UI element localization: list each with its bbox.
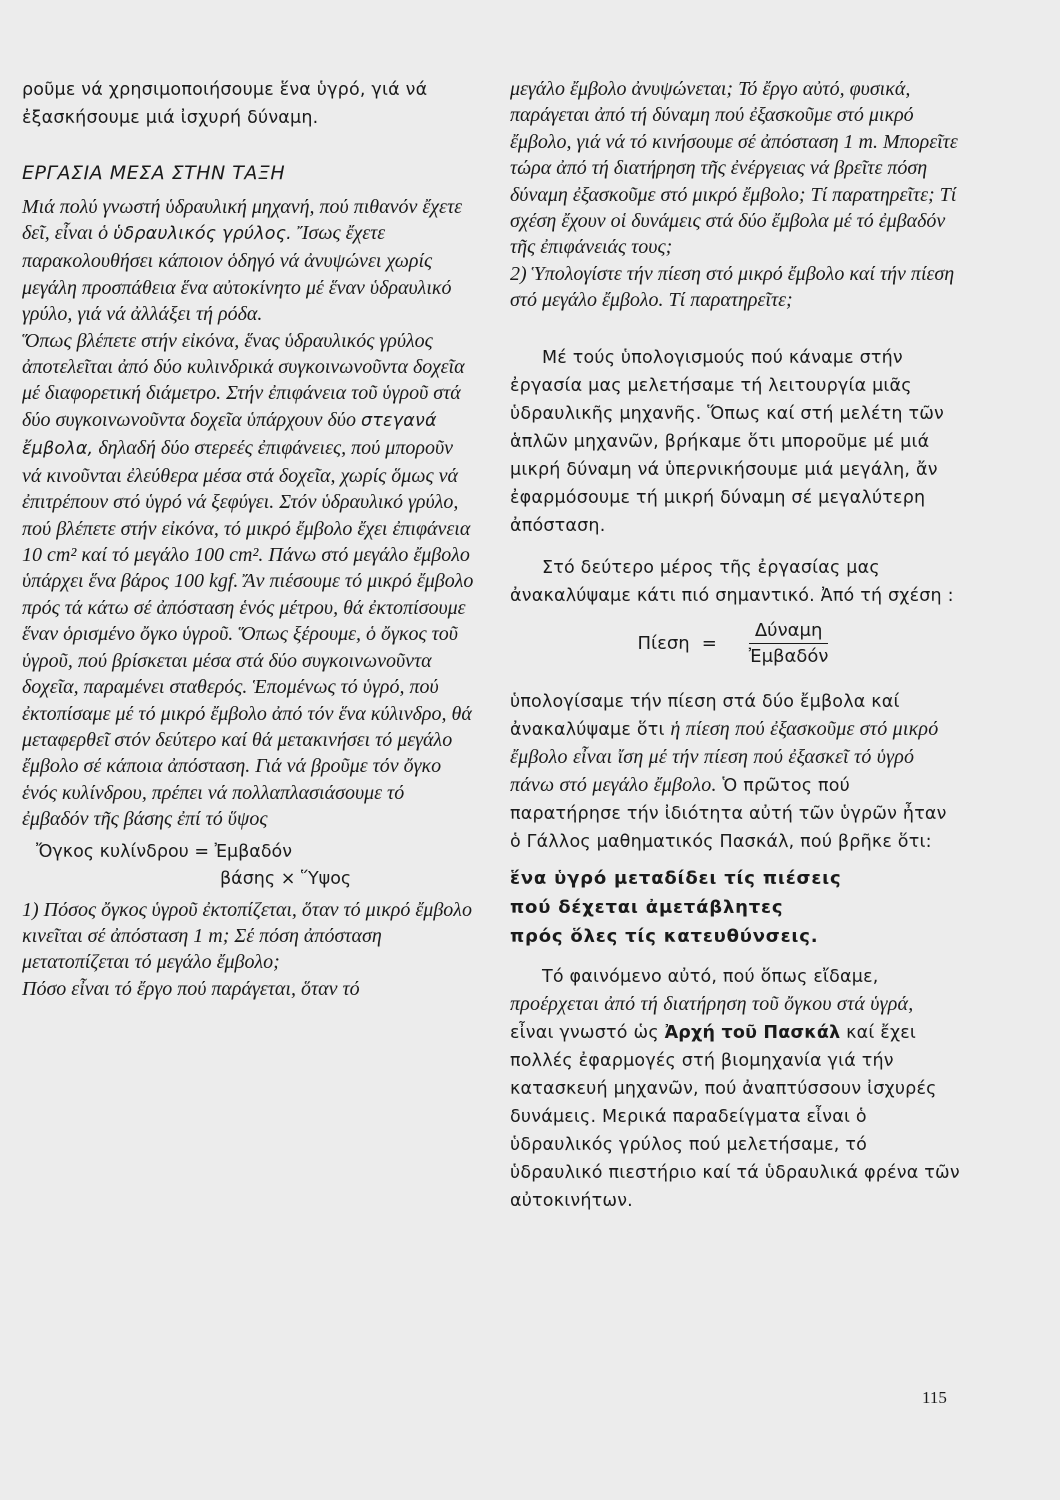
formula-line: Ὄγκος κυλίνδρου = Ἐμβαδόν [36, 841, 293, 862]
second-part-paragraph: Στό δεύτερο μέρος τῆς ἐργασίας μας ἀνακαλύψαμε κάτι πιό σημαντικό. Ἀπό τή σχέση : [510, 557, 954, 606]
volume-formula [36, 839, 474, 893]
result-paragraph [510, 688, 962, 856]
question-1: 1) Πόσος ὄγκος ὑγροῦ ἐκτοπίζεται, ὅταν τό μικρό ἔμβολο κινεῖται σέ ἀπόσταση 1 m; Σέ πόση ἀπόσταση μετατοπίζεται τό μεγάλο ἔμβολο; [22, 898, 472, 974]
text-run: Μιά πολύ γνωστή ὑδραυλική μηχανή, πού πιθανόν ἔχετε δεῖ, εἶναι ὁ [22, 196, 462, 245]
principle-line: ἕνα ὑγρό μεταδίδει τίς πιέσεις [510, 867, 842, 889]
formula-denominator: Ἐμβαδόν [748, 646, 829, 668]
formula-lhs: Πίεση [637, 633, 690, 655]
description-paragraph [22, 328, 474, 833]
pascal-principle [510, 864, 962, 951]
pascal-principle-term: Ἀρχή τοῦ Πασκάλ [664, 1022, 841, 1043]
emphasis-term: στεγανά ἔμβολα, [22, 410, 437, 459]
principle-line: πού δέχεται ἀμετάβλητες [510, 896, 784, 918]
text-run: ὑπολογίσαμε τήν πίεση στά δύο ἔμβολα καί ἀνακαλύψαμε ὅτι [510, 691, 900, 740]
text-run: Τό φαινόμενο αὐτό, πού ὅπως εἴδαμε, [542, 966, 879, 987]
pressure-formula [510, 612, 962, 676]
right-column [510, 76, 962, 1215]
page-number: 115 [922, 1388, 947, 1407]
emphasis-term: ὑδραυλικός γρύλος. [113, 224, 292, 245]
italic-run: ἡ πίεση πού ἐξασκοῦμε στό μικρό ἔμβολο εἶναι ἴση μέ τήν πίεση πού ἐξασκεῖ τό ὑγρό πάνω στό μεγάλο ἔμβολο. [510, 717, 939, 796]
text-run: Ἴσως ἔχετε παρακολουθήσει κάποιον ὁδηγό νά ἀνυψώνει χωρίς μεγάλη προσπάθεια ἕνα αὐτοκίνητο μέ ἕναν ὑδραυλικό γρύλο, γιά νά ἀλλάξει τή ρόδα. [22, 222, 452, 326]
principle-line: πρός ὅλες τίς κατευθύνσεις. [510, 925, 819, 947]
question-1-cont: Πόσο εἶναι τό ἔργο πού παράγεται, ὅταν τό [22, 977, 360, 1000]
text-run: καί ἔχει πολλές ἐφαρμογές στή βιομηχανία γιά τήν κατασκευή μηχανῶν, πού ἀναπτύσσουν ἰσχυρές δυνάμεις. Μερικά παραδείγματα εἶναι ὁ ὑδραυλικός γρύλος πού μελετήσαμε, τό ὑδραυλικό πιεστήριο καί τά ὑδραυλικά φρένα τῶν αὐτοκινήτων. [510, 1022, 960, 1211]
formula-numerator: Δύναμη [749, 620, 829, 644]
text-run: εἶναι γνωστό ὡς [510, 1022, 665, 1043]
formula-fraction [743, 620, 835, 667]
question-continuation: μεγάλο ἔμβολο ἀνυψώνεται; Τό ἔργο αὐτό, φυσικά, παράγεται ἀπό τή δύναμη πού ἐξασκοῦμε στό μικρό ἔμβολο, γιά νά τό κινήσουμε σέ ἀπόσταση 1 m. Μπορεῖτε τώρα ἀπό τή διατήρηση τῆς ἐνέργειας νά βρεῖτε πόση δύναμη ἐξασκοῦμε στό μικρό ἔμβολο; Τί παρατηρεῖτε; Τί σχέση ἔχουν οἱ δυνάμεις στά δύο ἔμβολα μέ τό ἐμβαδόν τῆς ἐπιφάνειάς τους; [510, 78, 958, 259]
final-paragraph [510, 963, 962, 1215]
text-run: Ὁ πρῶτος πού παρατήρησε τήν ἰδιότητα αὐτή τῶν ὑγρῶν ἦταν ὁ Γάλλος μαθηματικός Πασκάλ, πού βρῆκε ὅτι: [510, 775, 947, 852]
formula-line: βάσης × Ὕψος [220, 868, 352, 889]
left-column [22, 76, 474, 1002]
section-heading: ΕΡΓΑΣΙΑ ΜΕΣΑ ΣΤΗΝ ΤΑΞΗ [22, 162, 286, 184]
question-2: 2) Ὑπολογίστε τήν πίεση στό μικρό ἔμβολο καί τήν πίεση στό μεγάλο ἔμβολο. Τί παρατηρεῖτε; [510, 262, 955, 312]
intro-paragraph: ροῦμε νά χρησιμοποιήσουμε ἕνα ὑγρό, γιά νά ἐξασκήσουμε μιά ἰσχυρή δύναμη. [22, 80, 428, 128]
text-run: Ὅπως βλέπετε στήν εἰκόνα, ἕνας ὑδραυλικός γρύλος ἀποτελεῖται ἀπό δύο κυλινδρικά συγκοινωνοῦντα δοχεῖα μέ διαφορετική διάμετρο. Στήν ἐπιφάνεια τοῦ ὑγροῦ στά δύο συγκοινωνοῦντα δοχεῖα ὑπάρχουν δύο [22, 329, 465, 431]
italic-run: προέρχεται ἀπό τή διατήρηση τοῦ ὄγκου στά ὑγρά, [510, 992, 914, 1015]
formula-equals: = [701, 633, 717, 655]
text-run: δηλαδή δύο στερεές ἐπιφάνειες, πού μποροῦν νά κινοῦνται ἐλεύθερα μέσα στά δοχεῖα, χωρίς ὅμως νά ἐπιτρέπουν στό ὑγρό νά ξεφύγει. Στόν ὑδραυλικό γρύλο, πού βλέπετε στήν εἰκόνα, τό μικρό ἔμβολο ἔχει ἐπιφάνεια 10 cm² καί τό μεγάλο 100 cm². Πάνω στό μεγάλο ἔμβολο ὑπάρχει ἕνα βάρος 100 kgf. Ἄν πιέσουμε τό μικρό ἔμβολο πρός τά κάτω σέ ἀπόσταση ἑνός μέτρου, θά ἐκτοπίσουμε ἕναν ὁρισμένο ὄγκο ὑγροῦ. Ὅπως ξέρουμε, ὁ ὄγκος τοῦ ὑγροῦ, πού βρίσκεται μέσα στά δύο συγκοινωνοῦντα δοχεῖα, παραμένει σταθερός. Ἑπομένως τό ὑγρό, πού ἐκτοπίσαμε μέ τό μικρό ἔμβολο ἀπό τόν ἕνα κύλινδρο, θά μεταφερθεῖ στόν δεύτερο καί θά μετακινήσει τό μεγάλο ἔμβολο σέ κάποια ἀπόσταση. Γιά νά βροῦμε τόν ὄγκο ἑνός κυλίνδρου, πρέπει νά πολλαπλασιάσουμε τό ἐμβαδόν τῆς βάσης ἐπί τό ὕψος [22, 436, 474, 831]
calculation-paragraph: Μέ τούς ὑπολογισμούς πού κάναμε στήν ἐργασία μας μελετήσαμε τή λειτουργία μιᾶς ὑδραυλικῆς μηχανῆς. Ὅπως καί στή μελέτη τῶν ἁπλῶν μηχανῶν, βρήκαμε ὅτι μποροῦμε μέ μιά μικρή δύναμη νά ὑπερνικήσουμε μιά μεγάλη, ἄν ἐφαρμόσουμε τή μικρή δύναμη σέ μεγαλύτερη ἀπόσταση. [510, 347, 945, 536]
hydraulic-jack-paragraph [22, 194, 474, 328]
